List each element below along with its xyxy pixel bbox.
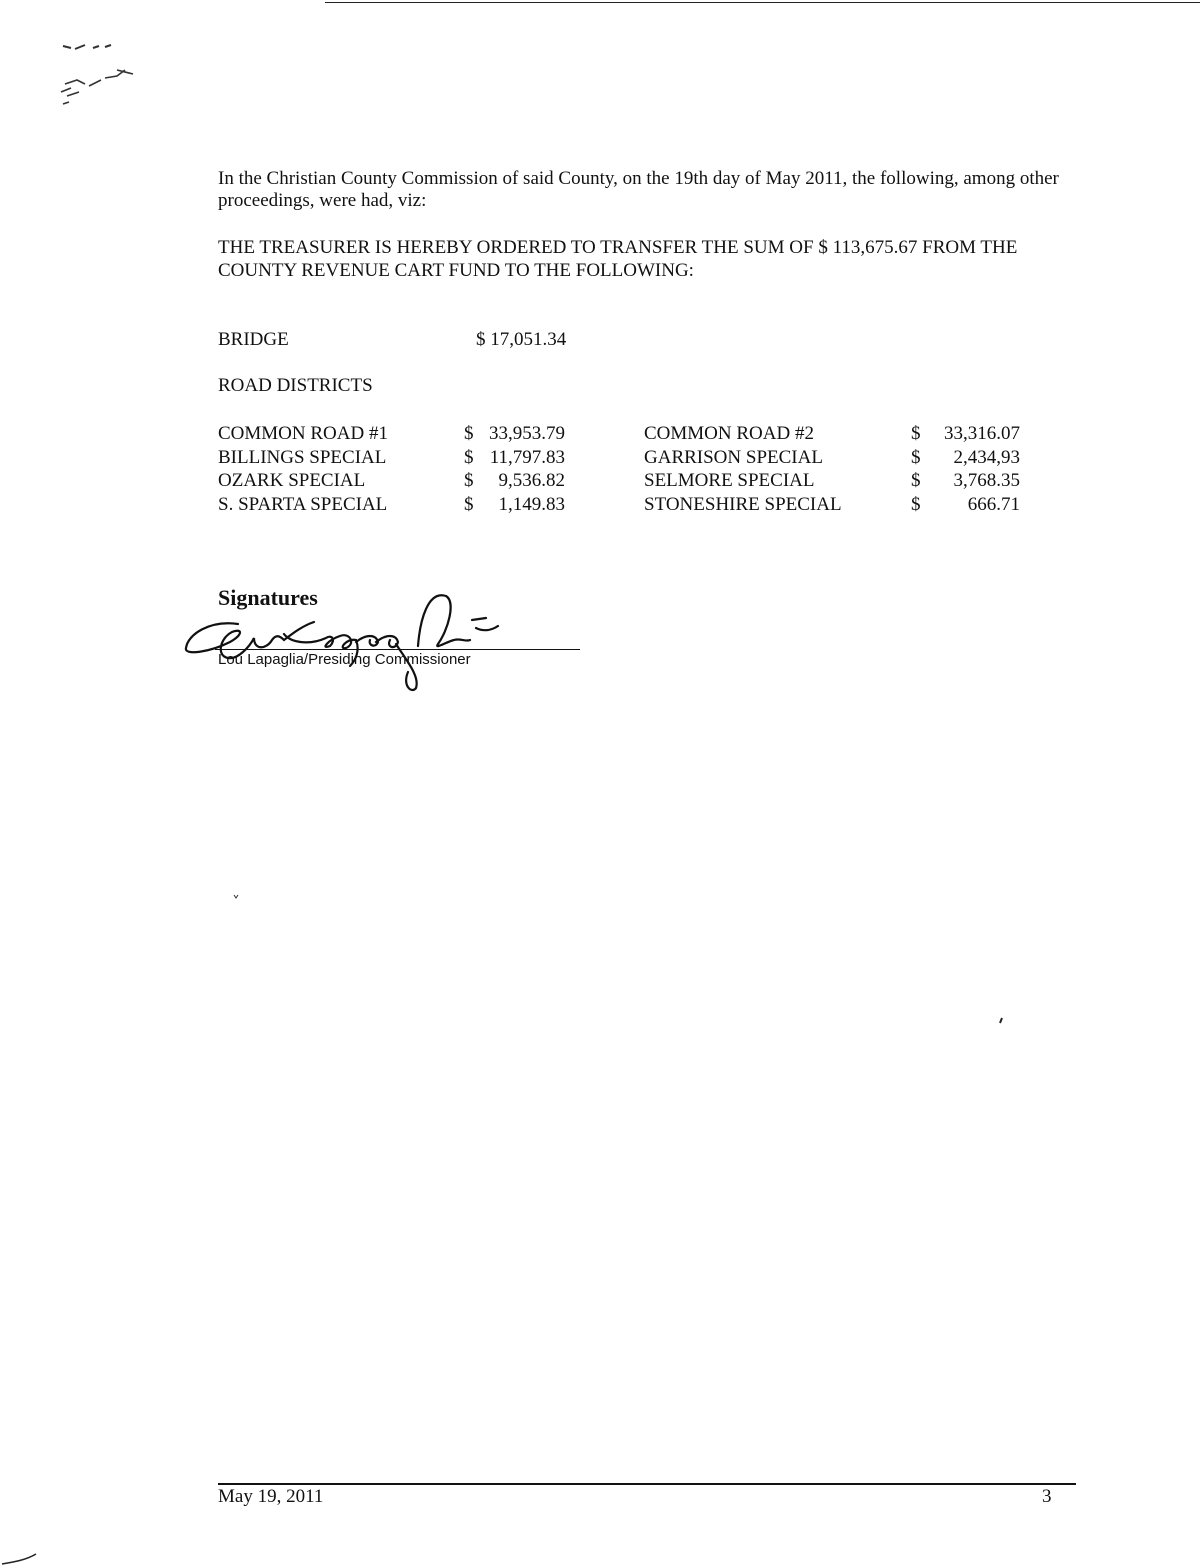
signatures-heading: Signatures bbox=[218, 585, 318, 610]
right-district-amounts bbox=[930, 422, 1020, 516]
currency-symbol: $ bbox=[911, 470, 921, 491]
footer-date: May 19, 2011 bbox=[218, 1486, 324, 1507]
page-number: 3 bbox=[1042, 1486, 1052, 1507]
district-amount: 11,797.83 bbox=[489, 446, 565, 468]
district-name: GARRISON SPECIAL bbox=[644, 446, 823, 468]
district-name: OZARK SPECIAL bbox=[218, 470, 366, 491]
scan-noise-marks bbox=[55, 40, 165, 120]
district-name: COMMON ROAD #2 bbox=[644, 423, 814, 444]
intro-paragraph: In the Christian County Commission of said County, on the 19th day of May 2011, the following, among other proceedings, were had, viz: bbox=[218, 168, 1059, 211]
left-district-names bbox=[218, 422, 388, 516]
right-currency-symbols bbox=[911, 422, 921, 516]
currency-symbol: $ bbox=[464, 470, 474, 491]
scan-edge-mark bbox=[0, 1548, 50, 1568]
currency-symbol: $ bbox=[911, 423, 921, 444]
currency-symbol: $ bbox=[464, 423, 474, 444]
district-amount: 9,536.82 bbox=[498, 470, 565, 491]
currency-symbol: $ bbox=[464, 446, 474, 468]
signer-name: Lou Lapaglia/Presiding Commissioner bbox=[218, 651, 471, 668]
district-amount: 33,953.79 bbox=[489, 423, 565, 444]
scan-top-rule bbox=[325, 2, 1200, 3]
footer-rule bbox=[218, 1483, 1076, 1485]
district-amount: 2,434,93 bbox=[953, 446, 1020, 468]
currency-symbol: $ bbox=[464, 493, 474, 515]
scan-speck bbox=[233, 893, 239, 899]
road-districts-heading: ROAD DISTRICTS bbox=[218, 375, 373, 396]
district-amount: 3,768.35 bbox=[953, 470, 1020, 491]
district-amount: 33,316.07 bbox=[944, 423, 1020, 444]
left-district-amounts bbox=[480, 422, 565, 516]
district-name: COMMON ROAD #1 bbox=[218, 423, 388, 444]
currency-symbol: $ bbox=[911, 446, 921, 468]
district-amount: 666.71 bbox=[967, 493, 1020, 515]
district-name: BILLINGS SPECIAL bbox=[218, 446, 387, 468]
handwritten-signature bbox=[180, 590, 510, 695]
bridge-amount: $ 17,051.34 bbox=[476, 329, 567, 350]
right-district-names bbox=[644, 422, 842, 516]
district-name: STONESHIRE SPECIAL bbox=[644, 493, 842, 515]
district-name: SELMORE SPECIAL bbox=[644, 470, 815, 491]
district-amount: 1,149.83 bbox=[498, 493, 565, 515]
district-name: S. SPARTA SPECIAL bbox=[218, 493, 388, 515]
bridge-label: BRIDGE bbox=[218, 329, 289, 350]
scan-speck bbox=[998, 1017, 1004, 1025]
currency-symbol: $ bbox=[911, 493, 921, 515]
left-currency-symbols bbox=[464, 422, 474, 516]
transfer-order-paragraph: THE TREASURER IS HEREBY ORDERED TO TRANSFER THE SUM OF $ 113,675.67 FROM THE COUNTY REVENUE CART FUND TO THE FOLLOWING: bbox=[218, 237, 1018, 281]
